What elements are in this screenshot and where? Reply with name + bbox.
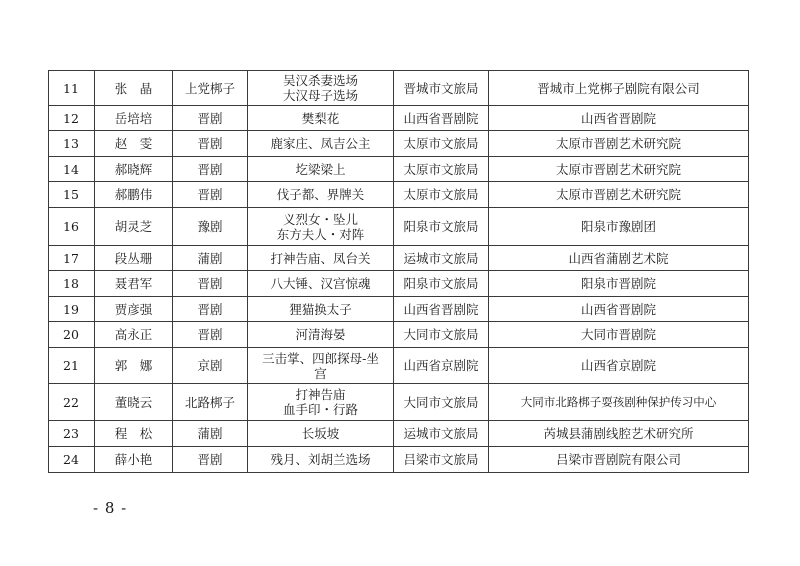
work-unit: 山西省晋剧院 xyxy=(489,106,749,131)
work-unit: 大同市北路梆子耍孩剧种保护传习中心 xyxy=(489,384,749,421)
work-unit: 晋城市上党梆子剧院有限公司 xyxy=(489,71,749,106)
repertoire-line: 打神告庙 xyxy=(295,387,346,402)
roster-table xyxy=(48,70,749,473)
opera-genre: 京剧 xyxy=(173,348,248,384)
repertoire-line: 圪梁梁上 xyxy=(295,161,346,177)
work-unit: 阳泉市晋剧院 xyxy=(489,271,749,297)
row-number: 17 xyxy=(49,246,95,271)
work-unit: 大同市晋剧院 xyxy=(489,322,749,348)
recommending-unit: 运城市文旅局 xyxy=(394,421,489,447)
table-row xyxy=(49,208,749,246)
table-row xyxy=(49,421,749,447)
performer-name: 张 晶 xyxy=(95,71,173,106)
repertoire xyxy=(248,421,394,447)
row-number: 19 xyxy=(49,297,95,322)
repertoire xyxy=(248,182,394,208)
repertoire-line: 东方夫人・对阵 xyxy=(276,226,365,242)
work-unit: 太原市晋剧艺术研究院 xyxy=(489,131,749,157)
opera-genre: 晋剧 xyxy=(173,322,248,348)
opera-genre: 晋剧 xyxy=(173,447,248,473)
recommending-unit: 运城市文旅局 xyxy=(394,246,489,271)
repertoire xyxy=(248,131,394,157)
repertoire-line: 伐子都、界牌关 xyxy=(276,187,365,202)
table-row xyxy=(49,157,749,182)
repertoire xyxy=(248,71,394,106)
row-number: 18 xyxy=(49,271,95,297)
opera-genre: 晋剧 xyxy=(173,182,248,208)
table-row xyxy=(49,71,749,106)
opera-genre: 晋剧 xyxy=(173,271,248,297)
row-number: 23 xyxy=(49,421,95,447)
repertoire xyxy=(248,157,394,182)
recommending-unit: 山西省京剧院 xyxy=(394,348,489,384)
work-unit: 太原市晋剧艺术研究院 xyxy=(489,182,749,208)
table-row xyxy=(49,271,749,297)
recommending-unit: 大同市文旅局 xyxy=(394,322,489,348)
opera-genre: 上党梆子 xyxy=(173,71,248,106)
repertoire xyxy=(248,447,394,473)
table-row xyxy=(49,297,749,322)
repertoire-line: 血手印・行路 xyxy=(282,402,358,417)
performer-name: 胡灵芝 xyxy=(95,208,173,246)
repertoire xyxy=(248,348,394,384)
opera-genre: 晋剧 xyxy=(173,157,248,182)
performer-name: 郝鹏伟 xyxy=(95,182,173,208)
work-unit: 芮城县蒲剧线腔艺术研究所 xyxy=(489,421,749,447)
repertoire-line: 鹿家庄、凤吉公主 xyxy=(270,136,371,151)
row-number: 16 xyxy=(49,208,95,246)
recommending-unit: 太原市文旅局 xyxy=(394,182,489,208)
table-row xyxy=(49,384,749,421)
performer-name: 贾彦强 xyxy=(95,297,173,322)
opera-genre: 豫剧 xyxy=(173,208,248,246)
repertoire-line: 河清海晏 xyxy=(295,327,346,342)
opera-genre: 晋剧 xyxy=(173,106,248,131)
opera-genre: 晋剧 xyxy=(173,297,248,322)
table-row xyxy=(49,182,749,208)
repertoire-line: 宫 xyxy=(314,365,327,381)
table-row xyxy=(49,106,749,131)
row-number: 14 xyxy=(49,157,95,182)
repertoire-line: 三击掌、四郎探母-坐 xyxy=(262,350,379,366)
performer-name: 薛小艳 xyxy=(95,447,173,473)
row-number: 12 xyxy=(49,106,95,131)
page-number: - 8 - xyxy=(93,499,128,517)
recommending-unit: 阳泉市文旅局 xyxy=(394,271,489,297)
performer-name: 聂君军 xyxy=(95,271,173,297)
work-unit: 山西省晋剧院 xyxy=(489,297,749,322)
repertoire-line: 狸猫换太子 xyxy=(289,301,352,317)
work-unit: 阳泉市豫剧团 xyxy=(489,208,749,246)
repertoire-line: 长坂坡 xyxy=(301,426,340,441)
recommending-unit: 山西省晋剧院 xyxy=(394,297,489,322)
performer-name: 岳培培 xyxy=(95,106,173,131)
repertoire-line: 大汉母子选场 xyxy=(282,88,358,103)
opera-genre: 晋剧 xyxy=(173,131,248,157)
repertoire xyxy=(248,106,394,131)
row-number: 24 xyxy=(49,447,95,473)
row-number: 21 xyxy=(49,348,95,384)
recommending-unit: 太原市文旅局 xyxy=(394,131,489,157)
work-unit: 太原市晋剧艺术研究院 xyxy=(489,157,749,182)
row-number: 20 xyxy=(49,322,95,348)
performer-name: 郝晓辉 xyxy=(95,157,173,182)
performer-name: 赵 雯 xyxy=(95,131,173,157)
performer-name: 郭 娜 xyxy=(95,348,173,384)
row-number: 13 xyxy=(49,131,95,157)
row-number: 11 xyxy=(49,71,95,106)
opera-genre: 蒲剧 xyxy=(173,421,248,447)
recommending-unit: 阳泉市文旅局 xyxy=(394,208,489,246)
recommending-unit: 吕梁市文旅局 xyxy=(394,447,489,473)
repertoire-line: 吴汉杀妻选场 xyxy=(282,73,358,88)
row-number: 22 xyxy=(49,384,95,421)
table-row xyxy=(49,131,749,157)
opera-genre: 蒲剧 xyxy=(173,246,248,271)
table-row xyxy=(49,348,749,384)
roster-table-body xyxy=(49,71,749,473)
repertoire xyxy=(248,322,394,348)
performer-name: 董晓云 xyxy=(95,384,173,421)
repertoire-line: 残月、刘胡兰选场 xyxy=(270,452,371,467)
recommending-unit: 大同市文旅局 xyxy=(394,384,489,421)
performer-name: 程 松 xyxy=(95,421,173,447)
repertoire-line: 打神告庙、凤台关 xyxy=(270,250,371,266)
performer-name: 段丛珊 xyxy=(95,246,173,271)
table-row xyxy=(49,246,749,271)
repertoire xyxy=(248,246,394,271)
recommending-unit: 山西省晋剧院 xyxy=(394,106,489,131)
recommending-unit: 晋城市文旅局 xyxy=(394,71,489,106)
table-row xyxy=(49,322,749,348)
table-row xyxy=(49,447,749,473)
work-unit: 山西省蒲剧艺术院 xyxy=(489,246,749,271)
work-unit: 山西省京剧院 xyxy=(489,348,749,384)
repertoire-line: 八大锤、汉宫惊魂 xyxy=(270,276,371,291)
repertoire-line: 义烈女・坠儿 xyxy=(282,211,358,227)
repertoire xyxy=(248,271,394,297)
row-number: 15 xyxy=(49,182,95,208)
repertoire xyxy=(248,208,394,246)
recommending-unit: 太原市文旅局 xyxy=(394,157,489,182)
opera-genre: 北路梆子 xyxy=(173,384,248,421)
repertoire xyxy=(248,297,394,322)
work-unit: 吕梁市晋剧院有限公司 xyxy=(489,447,749,473)
repertoire xyxy=(248,384,394,421)
repertoire-line: 樊梨花 xyxy=(301,110,340,126)
performer-name: 高永正 xyxy=(95,322,173,348)
